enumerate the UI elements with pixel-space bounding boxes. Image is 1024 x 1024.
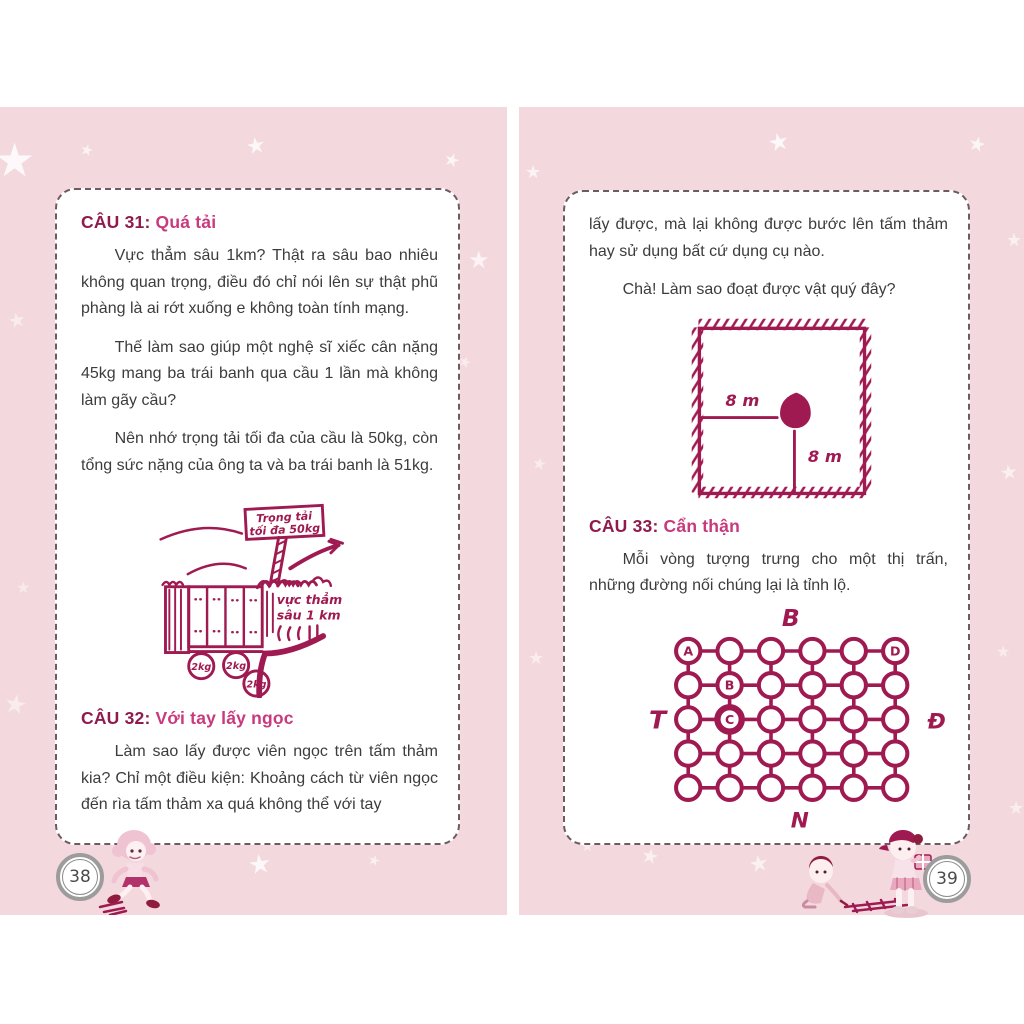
carpet-gem-illustration: [685, 312, 877, 504]
page-number-39: [923, 855, 971, 903]
section-32-label: CÂU 32:: [81, 708, 151, 729]
page-38: [0, 107, 507, 915]
node-a-label: A: [683, 643, 694, 659]
ball-2-label: 2kg: [226, 661, 247, 673]
carpet-h-label: 8 m: [725, 390, 760, 410]
section-31-title: Quá tải: [155, 212, 217, 232]
star-icon: [6, 309, 28, 332]
abyss-text-line2: sâu 1 km: [276, 608, 341, 624]
section-33-label: CÂU 33:: [589, 515, 659, 536]
paragraph: Làm sao lấy được viên ngọc trên tấm thảm kia? Chỉ một điều kiện: Khoảng cách từ viên ngọc đến rìa tấm thảm xa quá không thể với tay: [81, 743, 438, 814]
star-icon: [528, 649, 544, 667]
page-number-38: [56, 853, 104, 901]
star-icon: [639, 845, 661, 868]
compass-west-label: T: [649, 705, 667, 735]
page-number-39-value: 39: [929, 861, 965, 897]
sign-text-line1: Trọng tải: [255, 509, 313, 526]
star-icon: [766, 129, 792, 157]
star-icon: [78, 142, 95, 160]
paragraph: Thế làm sao giúp một nghệ sĩ xiếc cân nặng 45kg mang ba trái banh qua cầu 1 lần mà không làm gãy cầu?: [81, 338, 438, 409]
ball-3-label: 2kg: [246, 679, 267, 691]
page-39: [519, 107, 1024, 915]
paragraph: Chà! Làm sao đoạt được vật quý đây?: [622, 281, 896, 299]
star-icon: [244, 133, 267, 158]
paragraph: lấy được, mà lại không được bước lên tấm thảm hay sử dụng bất cứ dụng cụ nào.: [589, 216, 948, 260]
section-33-heading: [589, 516, 948, 537]
ball-1-label: 2kg: [191, 662, 212, 674]
section-32-heading: [81, 708, 438, 729]
gem-shape: [780, 392, 811, 428]
star-icon: [531, 456, 548, 474]
star-icon: [966, 133, 988, 157]
towns-grid-illustration: [645, 606, 951, 831]
star-icon: [2, 689, 29, 719]
star-icon: [442, 149, 463, 171]
compass-east-label: Đ: [927, 709, 946, 735]
paragraph: Nên nhớ trọng tải tối đa của cầu là 50kg, còn tổng sức nặng của ông ta và ba trái banh là 51kg.: [81, 430, 438, 474]
star-icon: [999, 462, 1020, 484]
star-icon: [1008, 799, 1024, 817]
bridge-illustration: [133, 491, 463, 698]
section-33-title: Cẩn thận: [663, 515, 741, 536]
carpet-v-label: 8 m: [807, 446, 842, 466]
running-girl-character: [96, 825, 176, 915]
content-panel-right: [563, 190, 970, 845]
section-32-title: Với tay lấy ngọc: [155, 708, 294, 729]
node-b-label: B: [724, 677, 735, 693]
node-d-label: D: [889, 643, 901, 659]
paragraph: Mỗi vòng tượng trưng cho một thị trấn, những đường nối chúng lại là tỉnh lộ.: [589, 550, 948, 595]
star-icon: [1006, 231, 1022, 249]
abyss-text-line1: vực thẳm: [276, 592, 343, 608]
section-31-heading: [81, 212, 438, 233]
page-number-38-value: 38: [62, 859, 98, 895]
star-icon: [525, 163, 541, 181]
node-c-label: C: [724, 711, 735, 727]
star-icon: [0, 137, 35, 183]
compass-south-label: N: [790, 808, 809, 831]
star-icon: [246, 850, 273, 879]
star-icon: [468, 249, 490, 273]
star-icon: [996, 645, 1010, 661]
star-icon: [747, 851, 770, 876]
content-panel-left: [55, 188, 460, 845]
section-31-label: CÂU 31:: [81, 212, 151, 232]
paragraph: Vực thẳm sâu 1km? Thật ra sâu bao nhiêu không quan trọng, điều đó chỉ nói lên sự thật phũ phàng là ai rớt xuống e không toàn tính mạng.: [81, 247, 438, 318]
star-icon: [16, 581, 30, 597]
star-icon: [366, 852, 382, 869]
sign-text-line2: tối đa 50kg: [249, 522, 321, 539]
max-load-sign: [245, 506, 324, 540]
compass-north-label: B: [781, 605, 800, 632]
